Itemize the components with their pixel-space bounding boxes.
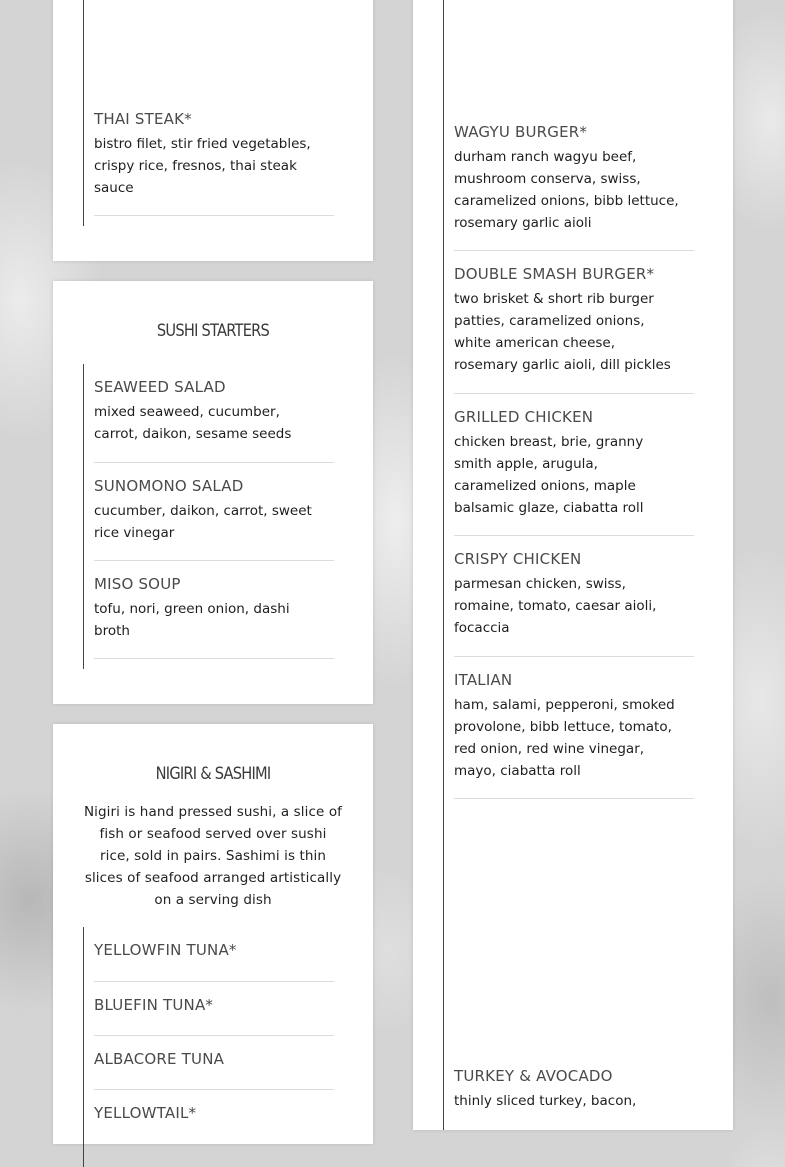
menu-item-description: chicken breast, brie, granny smith apple, arugula, caramelized onions, maple balsamic glaze, ciabatta roll — [454, 434, 644, 516]
menu-item-yellowtail — [94, 1103, 334, 1123]
item-divider — [94, 215, 334, 216]
menu-item-name: YELLOWTAIL* — [94, 1104, 197, 1122]
card-accent-line — [83, 364, 84, 669]
menu-item-grilled-chicken — [454, 407, 694, 519]
menu-item-description: durham ranch wagyu beef, mushroom conserva, swiss, caramelized onions, bibb lettuce, rosemary garlic aioli — [454, 149, 679, 231]
item-divider — [454, 393, 694, 394]
section-title: NIGIRI & SASHIMI — [155, 764, 271, 784]
section-description: Nigiri is hand pressed sushi, a slice of fish or seafood served over sushi rice, sold in pairs. Sashimi is thin slices of seafood arranged artistically on a serving dish — [83, 804, 343, 908]
item-divider — [94, 981, 334, 982]
item-divider — [454, 250, 694, 251]
menu-item-description: cucumber, daikon, carrot, sweet rice vinegar — [94, 503, 312, 541]
menu-item-name: THAI STEAK* — [94, 110, 192, 128]
menu-item-seaweed-salad — [94, 377, 334, 445]
menu-item-bluefin-tuna — [94, 995, 334, 1015]
menu-item-description: mixed seaweed, cucumber, carrot, daikon, sesame seeds — [94, 404, 292, 442]
menu-item-name: YELLOWFIN TUNA* — [94, 941, 237, 959]
menu-item-name: SUNOMONO SALAD — [94, 477, 244, 495]
menu-item-name: ALBACORE TUNA — [94, 1050, 225, 1068]
menu-item-wagyu-burger — [454, 122, 694, 234]
item-divider — [94, 1035, 334, 1036]
item-divider — [94, 462, 334, 463]
item-divider — [94, 560, 334, 561]
section-title: SUSHI STARTERS — [156, 321, 270, 341]
menu-item-name: CRISPY CHICKEN — [454, 550, 582, 568]
menu-item-name: SEAWEED SALAD — [94, 378, 226, 396]
menu-item-description: tofu, nori, green onion, dashi broth — [94, 601, 290, 639]
menu-item-name: WAGYU BURGER* — [454, 123, 588, 141]
menu-item-miso-soup — [94, 574, 334, 642]
menu-item-description: thinly sliced turkey, bacon, — [454, 1093, 637, 1109]
menu-item-description: parmesan chicken, swiss, romaine, tomato, caesar aioli, focaccia — [454, 576, 657, 636]
menu-item-name: BLUEFIN TUNA* — [94, 996, 214, 1014]
card-accent-line — [83, 927, 84, 1167]
menu-item-description: ham, salami, pepperoni, smoked provolone, bibb lettuce, tomato, red onion, red wine vinegar, mayo, ciabatta roll — [454, 697, 675, 779]
menu-item-thai-steak — [94, 109, 334, 199]
item-divider — [454, 535, 694, 536]
item-divider — [454, 798, 694, 799]
menu-card-entrees — [53, 0, 373, 261]
menu-item-double-smash-burger — [454, 264, 694, 376]
menu-item-name: GRILLED CHICKEN — [454, 408, 594, 426]
menu-item-yellowfin-tuna — [94, 940, 334, 960]
item-divider — [454, 656, 694, 657]
item-divider — [94, 1089, 334, 1090]
menu-item-name: ITALIAN — [454, 671, 513, 689]
menu-item-description: two brisket & short rib burger patties, caramelized onions, white american cheese, rosemary garlic aioli, dill pickles — [454, 291, 671, 373]
menu-item-italian — [454, 670, 694, 782]
menu-item-name: DOUBLE SMASH BURGER* — [454, 265, 655, 283]
card-accent-line — [83, 0, 84, 226]
menu-item-albacore-tuna — [94, 1049, 334, 1069]
card-accent-line — [443, 0, 444, 1130]
menu-card-nigiri-sashimi — [53, 724, 373, 1144]
menu-item-turkey-avocado — [454, 1066, 694, 1112]
menu-item-sunomono-salad — [94, 476, 334, 544]
menu-item-crispy-chicken — [454, 549, 694, 639]
menu-card-sandwiches — [413, 0, 733, 1130]
menu-card-sushi-starters — [53, 281, 373, 704]
menu-item-description: bistro filet, stir fried vegetables, crispy rice, fresnos, thai steak sauce — [94, 136, 311, 196]
menu-item-name: TURKEY & AVOCADO — [454, 1067, 613, 1085]
item-divider — [94, 658, 334, 659]
menu-item-name: MISO SOUP — [94, 575, 181, 593]
